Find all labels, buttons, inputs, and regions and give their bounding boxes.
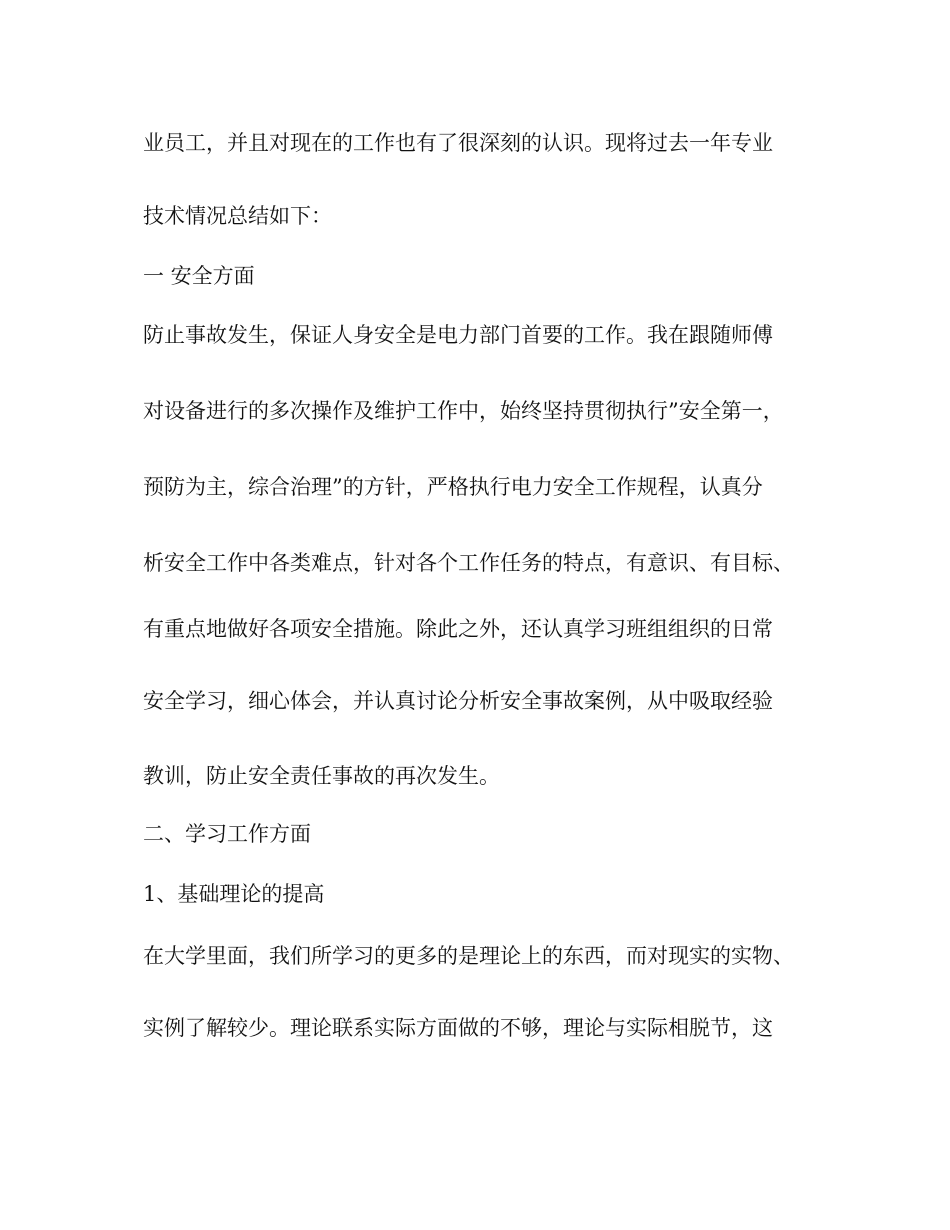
paragraph-line: 防止事故发生，保证人身安全是电力部门首要的工作。我在跟随师傅 [143,323,773,347]
subsection-heading-theory: 1、基础理论的提高 [143,882,325,906]
paragraph-line: 对设备进行的多次操作及维护工作中，始终坚持贯彻执行”安全第一， [143,399,784,423]
paragraph-line: 业员工，并且对现在的工作也有了很深刻的认识。现将过去一年专业 [143,131,773,155]
paragraph-line: 实例了解较少。理论联系实际方面做的不够，理论与实际相脱节，这 [143,1016,773,1040]
paragraph-line: 预防为主，综合治理”的方针，严格执行电力安全工作规程，认真分 [143,475,763,499]
paragraph-line: 有重点地做好各项安全措施。除此之外，还认真学习班组组织的日常 [143,617,773,641]
paragraph-line: 析安全工作中各类难点，针对各个工作任务的特点，有意识、有目标、 [143,551,794,575]
section-heading-study-work: 二、学习工作方面 [143,822,311,846]
section-heading-safety: 一 安全方面 [143,264,255,288]
paragraph-line: 教训，防止安全责任事故的再次发生。 [143,764,500,788]
paragraph-line: 安全学习，细心体会，并认真讨论分析安全事故案例，从中吸取经验 [143,689,773,713]
paragraph-line: 技术情况总结如下： [143,204,332,228]
paragraph-line: 在大学里面，我们所学习的更多的是理论上的东西，而对现实的实物、 [143,944,794,968]
